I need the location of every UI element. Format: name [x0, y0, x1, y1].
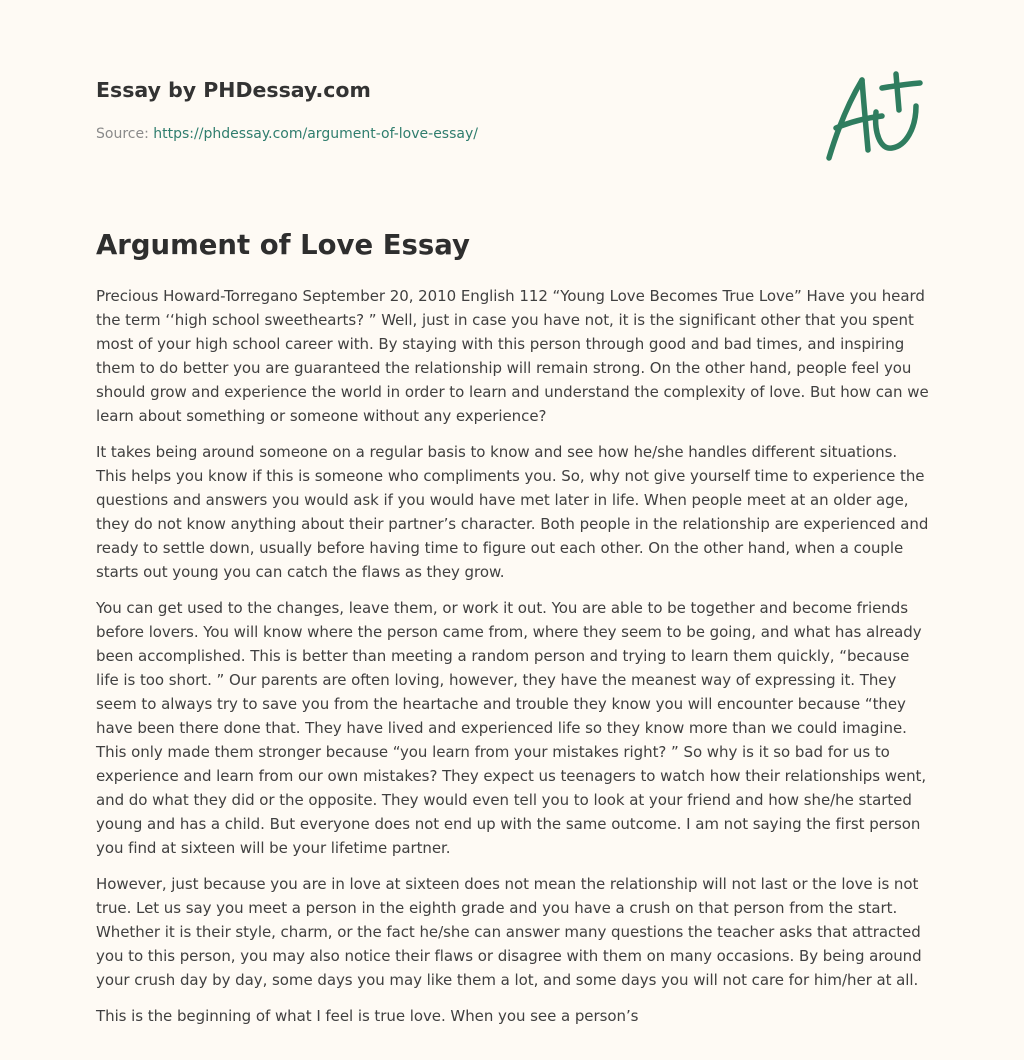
- source-line: [96, 124, 796, 144]
- essay-paragraph: This is the beginning of what I feel is true love. When you see a person’s: [96, 1007, 639, 1025]
- essay-paragraph: Precious Howard-Torregano September 20, 2010 English 112 “Young Love Becomes True Love” Have you heard the term ‘‘high school sweethearts? ” Well, just in case you have not, it is the significant other that you spent most of your high school career with. By staying with this person through good and bad times, and inspiring them to do better you are guaranteed the relationship will remain strong. On the other hand, people feel you should grow and experience the world in order to learn and understand the complexity of love. But how can we learn about something or someone without any experience?: [96, 287, 929, 425]
- source-link[interactable]: https://phdessay.com/argument-of-love-essay/: [153, 126, 478, 142]
- essay-title: Argument of Love Essay: [96, 229, 470, 261]
- essay-paragraph: However, just because you are in love at sixteen does not mean the relationship will not last or the love is not true. Let us say you meet a person in the eighth grade and you have a crush on that person from the start. Whether it is their style, charm, or the fact he/she can answer many questions the teacher asks that attracted you to this person, you may also notice their flaws or disagree with them on many occasions. By being around your crush day by day, some days you may like them a lot, and some days you will not care for him/her at all.: [96, 875, 922, 989]
- page-header: [96, 76, 796, 144]
- site-title: Essay by PHDessay.com: [96, 78, 371, 102]
- essay-paragraph: You can get used to the changes, leave them, or work it out. You are able to be together and become friends before lovers. You will know where the person came from, where they seem to be going, and what has already been accomplished. This is better than meeting a random person and trying to learn them quickly, “because life is too short. ” Our parents are often loving, however, they have the meanest way of expressing it. They seem to always try to save you from the heartache and trouble they know you will encounter because “they have been there done that. They have lived and experienced life so they know more than we could imagine. This only made them stronger because “you learn from your mistakes right? ” So why is it so bad for us to experience and learn from our own mistakes? They expect us teenagers to watch how their relationships went, and do what they did or the opposite. They would even tell you to look at your friend and how she/he started young and has a child. But everyone does not end up with the same outcome. I am not saying the first person you find at sixteen will be your lifetime partner.: [96, 599, 927, 857]
- essay-paragraph: It takes being around someone on a regular basis to know and see how he/she handles different situations. This helps you know if this is someone who compliments you. So, why not give yourself time to experience the questions and answers you would ask if you would have met later in life. When people meet at an older age, they do not know anything about their partner’s character. Both people in the relationship are experienced and ready to settle down, usually before having time to figure out each other. On the other hand, when a couple starts out young you can catch the flaws as they grow.: [96, 443, 929, 581]
- a-plus-grade-icon: [820, 66, 930, 166]
- source-label: Source:: [96, 126, 154, 142]
- essay-body: [96, 284, 932, 1040]
